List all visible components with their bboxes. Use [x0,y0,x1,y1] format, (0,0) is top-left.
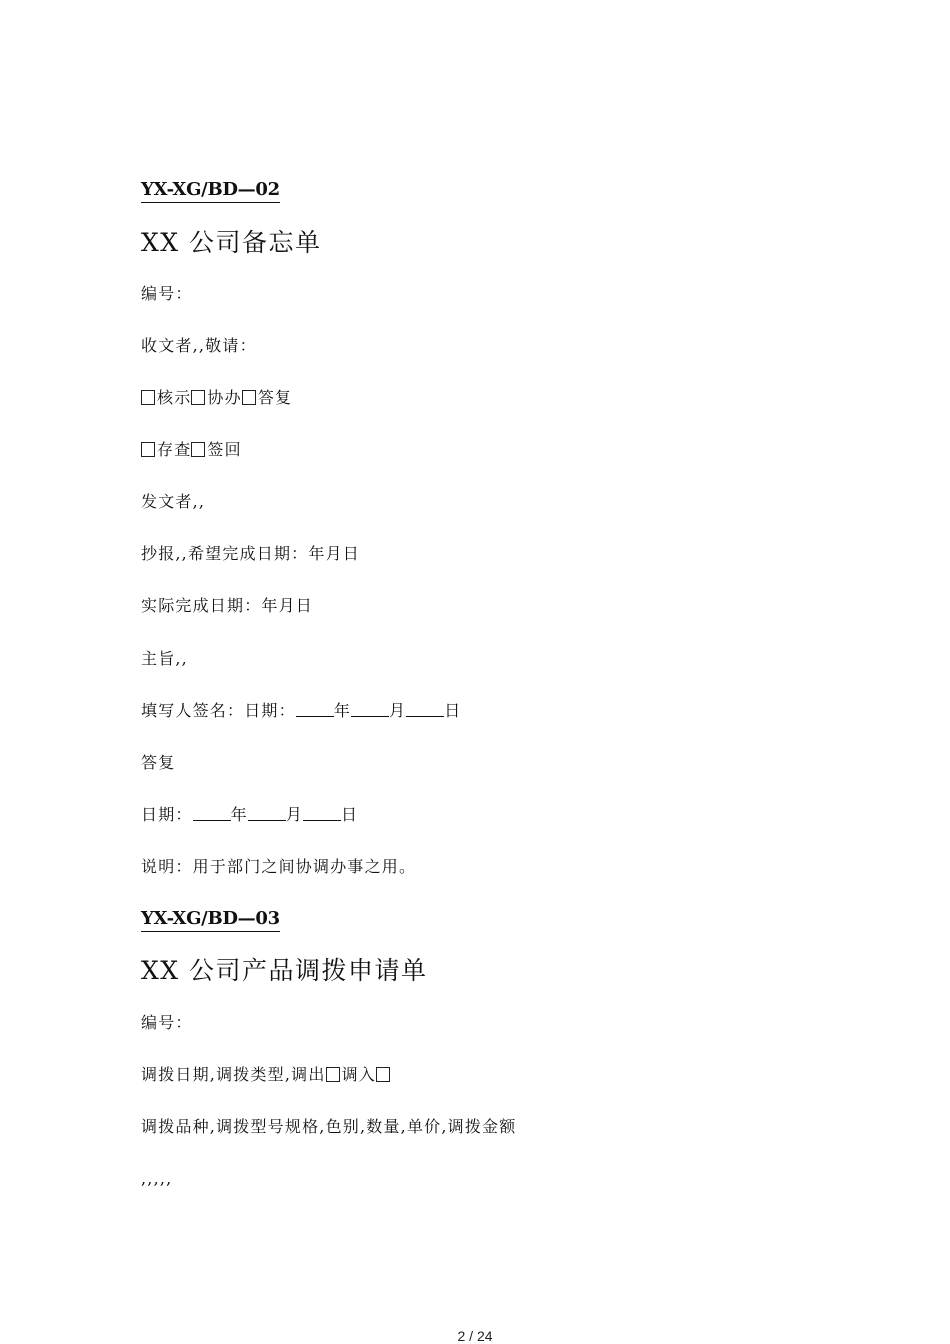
review-label: 核示 [157,388,192,407]
page-indicator: 2 / 24 [457,1328,493,1344]
note-line: 说明：用于部门之间协调办事之用。 [141,857,417,876]
reply-label: 答复 [257,388,293,407]
signer-month-label: 月 [389,701,407,720]
archive-label: 存查 [157,440,192,459]
signer-month-blank[interactable] [351,701,389,717]
assist-checkbox[interactable] [191,390,205,405]
recipient-line: 收文者,,敬请： [141,336,257,355]
action-checkboxes-row2 [141,439,242,461]
signer-day-blank[interactable] [406,701,444,717]
signer-label: 填写人签名：日期： [141,701,296,720]
transfer-type-text: 调拨日期,调拨类型,调出 [141,1065,326,1084]
actual-date-line: 实际完成日期：年月日 [141,596,314,615]
reply-year-label: 年 [230,805,248,824]
reply-month-blank[interactable] [248,805,286,821]
form-code-02: YX-XG/BD—02 [141,179,280,203]
signer-date-line [141,700,461,722]
form-code-03: YX-XG/BD—03 [141,908,280,932]
return-label: 签回 [207,440,242,459]
transfer-in-label: 调入 [341,1065,376,1084]
reply-date-label: 日期： [141,805,193,824]
archive-checkbox[interactable] [141,442,155,457]
transfer-in-checkbox[interactable] [376,1067,390,1082]
signer-year-label: 年 [333,701,352,720]
transfer-columns-line: 调拨品种,调拨型号规格,色别,数量,单价,调拨金额 [141,1117,517,1136]
reply-day-label: 日 [341,805,359,824]
subject-line: 主旨,, [141,649,188,668]
transfer-title: XX 公司产品调拨申请单 [141,956,428,985]
reply-heading: 答复 [141,753,176,772]
reply-month-label: 月 [285,805,304,824]
sender-line: 发文者,, [141,492,206,511]
review-checkbox[interactable] [141,390,155,405]
number-label: 编号： [141,284,193,303]
reply-date-line [141,804,358,826]
cc-line: 抄报,,希望完成日期：年月日 [141,544,360,563]
reply-year-blank[interactable] [193,805,231,821]
memo-title: XX 公司备忘单 [141,228,322,257]
signer-year-blank[interactable] [296,701,334,717]
transfer-out-checkbox[interactable] [326,1067,340,1082]
transfer-commas-line: ,,,,, [141,1169,173,1188]
reply-checkbox[interactable] [242,390,256,405]
action-checkboxes-row1 [141,387,292,409]
assist-label: 协办 [207,388,242,407]
transfer-type-line [141,1064,392,1086]
reply-day-blank[interactable] [303,805,341,821]
signer-day-label: 日 [444,701,462,720]
return-checkbox[interactable] [191,442,205,457]
transfer-number-label: 编号： [141,1013,193,1032]
